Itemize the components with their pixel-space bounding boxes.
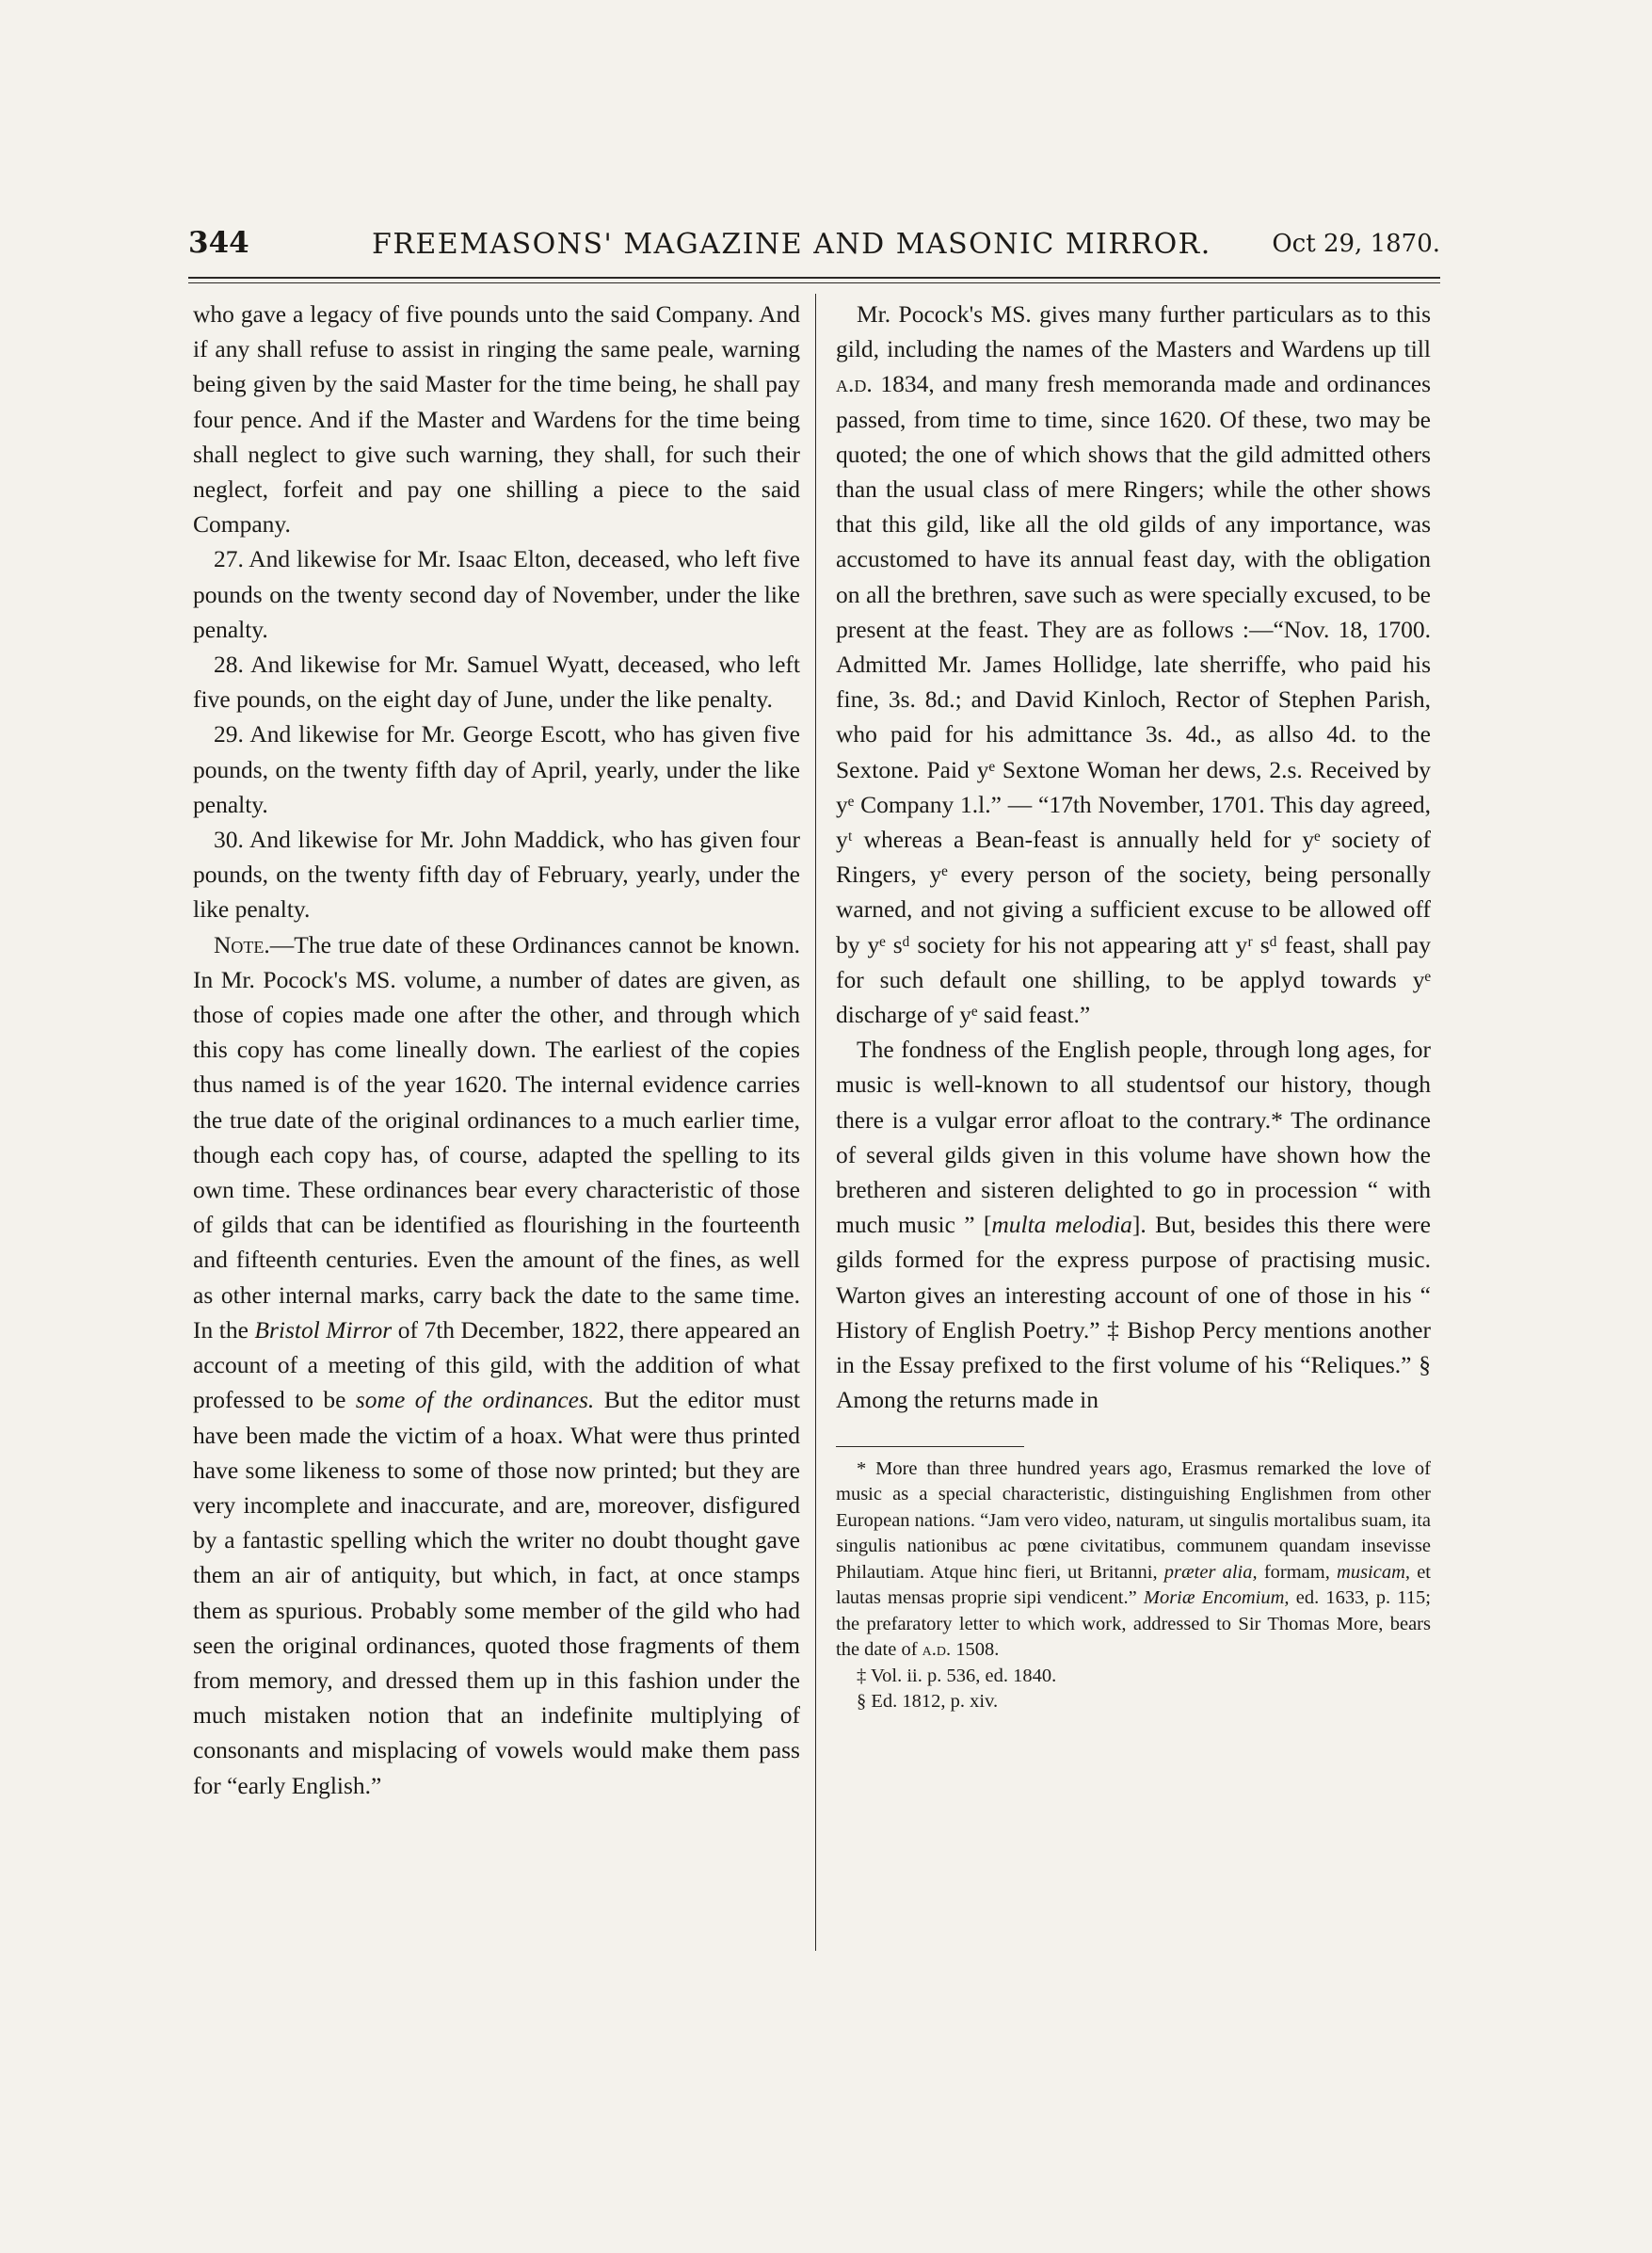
paragraph: who gave a legacy of five pounds unto the said Company. And if any shall refuse to assist in ringing the same peale, warning being given by the said Master for the time being, he shall pay four pence. And if the Master and Wardens for the time being shall neglect to give such warning, they shall, for such their neglect, forfeit and pay one shilling a piece to the said Company. — [193, 300, 800, 539]
ordinance-28: 28. And likewise for Mr. Samuel Wyatt, deceased, who left five pounds, on the eight day of June, under the like penalty. — [193, 651, 800, 714]
paragraph: Mr. Pocock's MS. gives many further particulars as to this gild, including the names of the Masters and Wardens up till a.d. 1834, and many fresh memoranda made and ordinances passed, from time to time, since 1620. Of these, two may be quoted; the one of which shows that the gild admitted others than the usual class of mere Ringers; while the other shows that this gild, like all the old gilds of any importance, was accustomed to have its annual feast day, with the obligation on all the brethren, save such as were specially excused, to be present at the feast. They are as follows :—“Nov. 18, 1700. Admitted Mr. James Hollidge, late sherriffe, who paid his fine, 3s. 8d.; and David Kinloch, Rector of Stephen Parish, who paid for his admittance 3s. 4d., as allso 4d. to the Sextone. Paid yᵉ Sextone Woman her dews, 2.s. Received by yᵉ Company 1.l.” — “17th November, 1701. This day agreed, yᵗ whereas a Bean-feast is annually held for yᵉ society of Ringers, yᵉ every person of the society, being personally warned, and not giving a sufficient excuse to be allowed off by yᵉ sᵈ society for his not appearing att yʳ sᵈ feast, shall pay for such default one shilling, to be applyd towards yᵉ discharge of yᵉ said feast.” — [836, 300, 1432, 1029]
column-divider — [815, 294, 816, 1951]
paragraph: The fondness of the English people, through long ages, for music is well-known to all studentsof our history, though there is a vulgar error afloat to the contrary.* The ordinance of several gilds given in this volume have shown how the bretheren and sisteren delighted to go in procession “ with much music ” [multa melodia]. But, besides this there were gilds formed for the express purpose of practising music. Warton gives an interesting account of one of those in his “ History of English Poetry.” ‡ Bishop Percy mentions another in the Essay prefixed to the first volume of his “Reliques.” § Among the returns made in — [836, 1036, 1431, 1414]
note-paragraph: Note.—The true date of these Ordinances cannot be known. In Mr. Pocock's MS. volume, a number of dates are given, as those of copies made one after the other, and through which this copy has come lineally down. The earliest of the copies thus named is of the year 1620. The internal evidence carries the true date of the original ordinances to a much earlier time, though each copy has, of course, adapted the spelling to its own time. These ordinances bear every characteristic of those of gilds that can be identified as flourishing in the fourteenth and fifteenth centuries. Even the amount of the fines, as well as other internal marks, carry back the date to the same time. In the Bristol Mirror of 7th December, 1822, there appeared an account of a meeting of this gild, with the addition of what professed to be some of the ordinances. But the editor must have been made the victim of a hoax. What were thus printed have some likeness to some of those now printed; but they are very incomplete and inaccurate, and are, moreover, disfigured by a fantastic spelling which the writer no doubt thought gave them an air of antiquity, but which, in fact, at once stamps them as spurious. Probably some member of the gild who had seen the original ordinances, quoted those fragments of them from memory, and dressed them up in this fashion under the much mistaken notion that an indefinite multiplying of consonants and misplacing of vowels would make them pass for “early English.” — [193, 930, 801, 1799]
right-column — [836, 297, 1431, 1715]
header-rule — [188, 277, 1440, 279]
ordinance-27: 27. And likewise for Mr. Isaac Elton, deceased, who left five pounds on the twenty second day of November, under the like penalty. — [193, 545, 800, 643]
left-column — [193, 297, 800, 1803]
note-label: Note. — [214, 930, 270, 958]
footnote: § Ed. 1812, p. xiv. — [857, 1691, 999, 1712]
running-title: FREEMASONS' MAGAZINE AND MASONIC MIRROR. — [372, 228, 1211, 261]
ordinance-30: 30. And likewise for Mr. John Maddick, who has given four pounds, on the twenty fifth day of February, yearly, under the like penalty. — [193, 826, 800, 924]
page-header — [188, 226, 1440, 273]
issue-date: Oct 29, 1870. — [1272, 230, 1440, 258]
footnote-rule — [836, 1446, 1024, 1447]
page-number: 344 — [188, 226, 249, 260]
footnote: ‡ Vol. ii. p. 536, ed. 1840. — [857, 1665, 1057, 1686]
header-rule-thin — [188, 282, 1440, 283]
footnote: * More than three hundred years ago, Erasmus remarked the love of music as a special characteristic, distinguishing Englishmen from other European nations. “Jam vero video, naturam, ut singulis mortalibus suam, ita singulis nationibus ac pœne civitatibus, communem quandam insevisse Philautiam. Atque hinc fieri, ut Britanni, præter alia, formam, musicam, et lautas mensas proprie sipi vendicent.” Moriæ Encomium, ed. 1633, p. 115; the prefaratory letter to which work, addressed to Sir Thomas More, bears the date of a.d. 1508. — [836, 1457, 1431, 1660]
ordinance-29: 29. And likewise for Mr. George Escott, who has given five pounds, on the twenty fifth day of April, yearly, under the like penalty. — [193, 720, 800, 818]
